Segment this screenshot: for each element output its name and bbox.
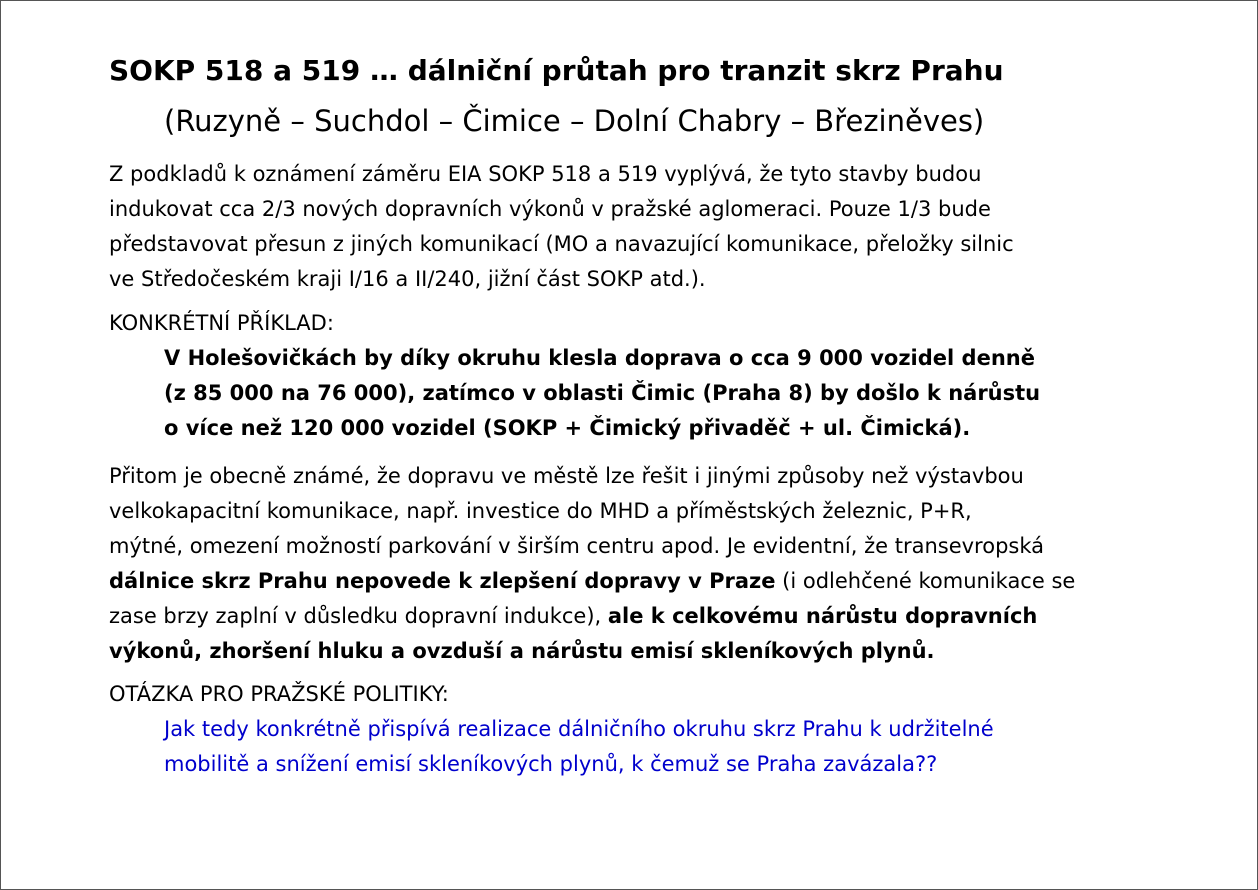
example-label: KONKRÉTNÍ PŘÍKLAD: [109,311,334,335]
argument-emphasis: výkonů, zhoršení hluku a ovzduší a nárůstu emisí skleníkových plynů. [109,639,935,663]
argument-line: mýtné, omezení možností parkování v širším centru apod. Je evidentní, že transevropská [109,534,1045,558]
argument-line [109,599,1219,634]
argument-line: Přitom je obecně známé, že dopravu ve městě lze řešit i jinými způsoby než výstavbou [109,464,1024,488]
intro-paragraph [109,157,1219,297]
question-text [164,712,1219,782]
argument-emphasis: dálnice skrz Prahu nepovede k zlepšení dopravy v Praze [109,569,776,593]
slide-title: SOKP 518 a 519 … dálniční průtah pro tranzit skrz Prahu [109,54,1004,87]
slide-subtitle: (Ruzyně – Suchdol – Čimice – Dolní Chabry – Březiněves) [164,104,985,138]
question-line: Jak tedy konkrétně přispívá realizace dálničního okruhu skrz Prahu k udržitelné [164,717,994,741]
intro-line: Z podkladů k oznámení záměru EIA SOKP 518 a 519 vyplývá, že tyto stavby budou [109,162,982,186]
argument-paragraph [109,459,1219,669]
argument-line [109,564,1219,599]
question-line: mobilitě a snížení emisí skleníkových plynů, k čemuž se Praha zavázala?? [164,752,938,776]
example-line: V Holešovičkách by díky okruhu klesla doprava o cca 9 000 vozidel denně [164,346,1035,370]
argument-text: zase brzy zaplní v důsledku dopravní indukce), [109,604,608,628]
intro-line: ve Středočeském kraji I/16 a II/240, jižní část SOKP atd.). [109,267,706,291]
example-line: (z 85 000 na 76 000), zatímco v oblasti Čimic (Praha 8) by došlo k nárůstu [164,381,1041,405]
argument-text: (i odlehčené komunikace se [775,569,1076,593]
example-text [164,341,1219,446]
intro-line: indukovat cca 2/3 nových dopravních výkonů v pražské aglomeraci. Pouze 1/3 bude [109,197,991,221]
intro-line: představovat přesun z jiných komunikací (MO a navazující komunikace, přeložky silnic [109,232,1014,256]
question-label: OTÁZKA PRO PRAŽSKÉ POLITIKY: [109,682,449,706]
example-line: o více než 120 000 vozidel (SOKP + Čimický přivaděč + ul. Čimická). [164,416,971,440]
argument-line: velkokapacitní komunikace, např. investice do MHD a příměstských železnic, P+R, [109,499,972,523]
slide-content [109,45,1219,782]
argument-emphasis: ale k celkovému nárůstu dopravních [607,604,1038,628]
